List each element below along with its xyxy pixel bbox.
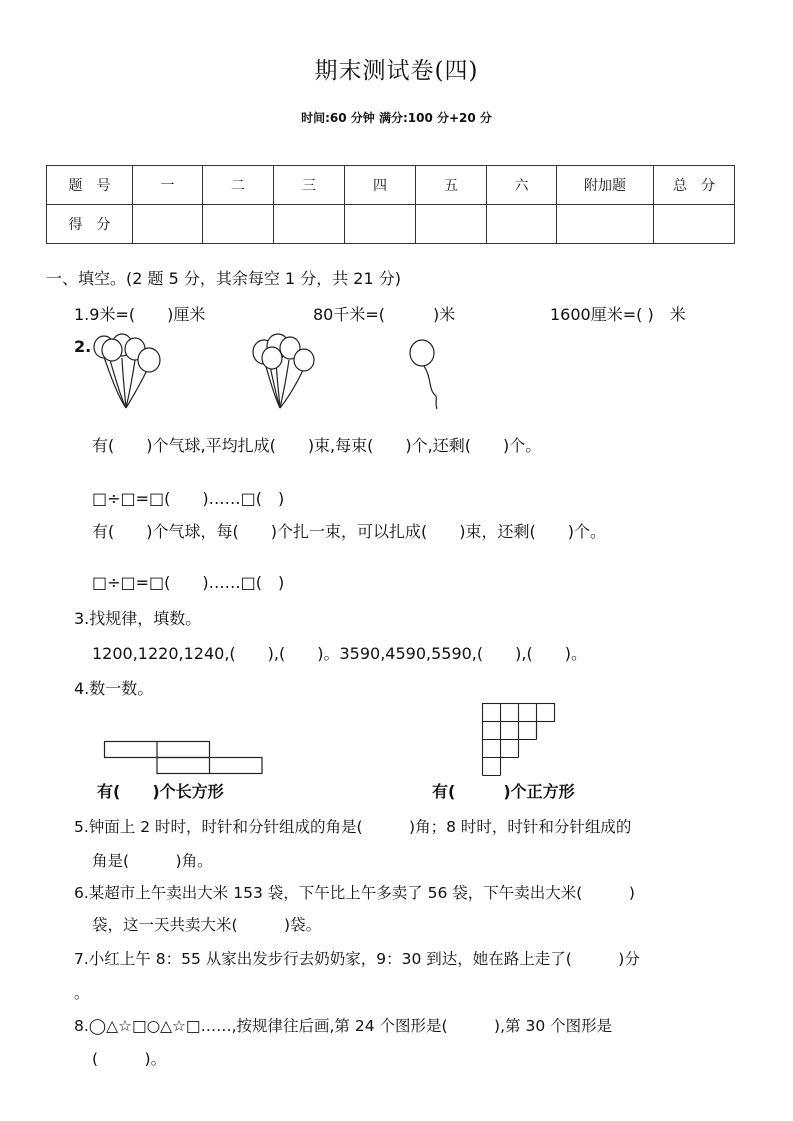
rectangles-figure (104, 741, 264, 775)
q2-sentence-2: 有( )个气球，每( )个扎一束，可以扎成( )束，还剩( )个。 (92, 522, 606, 541)
score-cell[interactable] (557, 205, 654, 244)
score-header-cell: 六 (487, 166, 557, 205)
page-title: 期末测试卷(四) (314, 58, 479, 84)
q4-label: 4.数一数。 (74, 679, 154, 698)
score-header-cell: 题 号 (47, 166, 133, 205)
score-row-label: 得 分 (47, 205, 133, 244)
q6-line-1: 6.某超市上午卖出大米 153 袋，下午比上午多卖了 56 袋，下午卖出大米( ) (74, 884, 635, 902)
q2-formula-1: □÷□=□( )……□( ) (92, 489, 285, 508)
squares-staircase-figure (482, 703, 558, 777)
q5-line-2: 角是( )角。 (92, 852, 213, 870)
q7-line-2: 。 (74, 984, 90, 1002)
single-balloon (404, 338, 444, 412)
q8-line-2: ( )。 (92, 1050, 167, 1068)
score-header-cell: 一 (133, 166, 203, 205)
section-1-heading: 一、填空。(2 题 5 分，其余每空 1 分，共 21 分) (46, 269, 401, 288)
exam-info: 时间:60 分钟 满分:100 分+20 分 (301, 111, 492, 125)
q7-line-1: 7.小红上午 8：55 从家出发步行去奶奶家，9：30 到达，她在路上走了( )分 (74, 950, 640, 968)
q2-formula-2: □÷□=□( )……□( ) (92, 573, 285, 592)
score-cell[interactable] (416, 205, 487, 244)
score-header-cell: 附加题 (557, 166, 654, 205)
score-header-cell: 四 (345, 166, 416, 205)
q1-part-b: 80千米=( )米 (313, 305, 456, 324)
score-header-row (47, 166, 735, 205)
score-cell[interactable] (487, 205, 557, 244)
q4-rectangle-answer: 有( )个长方形 (97, 782, 224, 801)
score-cell[interactable] (274, 205, 345, 244)
q6-line-2: 袋，这一天共卖大米( )袋。 (92, 916, 322, 934)
q4-square-answer: 有( )个正方形 (432, 782, 575, 801)
balloon-bunch-2 (244, 330, 324, 412)
score-header-cell: 五 (416, 166, 487, 205)
q3-sequence: 1200,1220,1240,( ),( )。3590,4590,5590,( ),( )。 (92, 644, 587, 663)
score-cell[interactable] (345, 205, 416, 244)
q2-number: 2. (74, 337, 92, 356)
balloon-bunch-1 (88, 330, 168, 412)
score-cell[interactable] (203, 205, 274, 244)
score-value-row (47, 205, 735, 244)
q8-line-1: 8.◯△☆□○△☆□……,按规律往后画,第 24 个图形是( ),第 30 个图形是 (74, 1017, 613, 1035)
score-header-cell: 三 (274, 166, 345, 205)
q1-part-a: 1.9米=( )厘米 (74, 305, 206, 324)
score-table (46, 165, 735, 244)
score-cell[interactable] (133, 205, 203, 244)
q5-line-1: 5.钟面上 2 时时，时针和分针组成的角是( )角；8 时时，时针和分针组成的 (74, 818, 632, 836)
q3-label: 3.找规律，填数。 (74, 609, 202, 628)
q2-sentence-1: 有( )个气球,平均扎成( )束,每束( )个,还剩( )个。 (92, 436, 542, 455)
q1-part-c: 1600厘米=( ) 米 (550, 305, 686, 324)
score-header-cell: 总 分 (654, 166, 735, 205)
score-cell[interactable] (654, 205, 735, 244)
score-header-cell: 二 (203, 166, 274, 205)
